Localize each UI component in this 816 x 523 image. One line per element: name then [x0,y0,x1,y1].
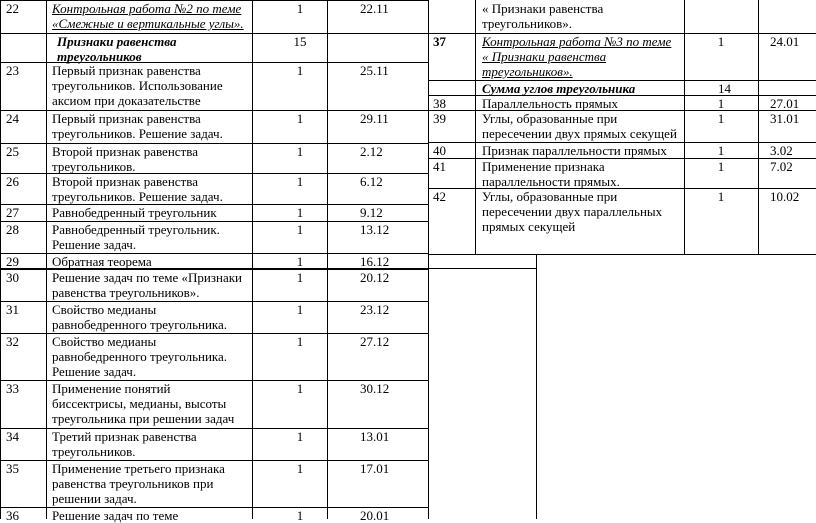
topic-text: Решение задач. [52,237,137,252]
topic-text: « Признаки равенства [482,49,607,64]
hours-cell: 1 [296,205,304,220]
topic-text: Сумма углов треугольника [482,81,636,96]
topic-text: Применение понятий [52,381,171,396]
topic-text: «Смежные и вертикальные углы». [52,16,244,31]
hours-cell: 1 [717,189,725,204]
topic-text: Второй признак равенства [52,144,198,159]
date-cell: 23.12 [360,302,390,317]
topic-text: Третий признак равенства [52,429,197,444]
topic-text: Признаки равенства [57,34,177,49]
hours-cell: 1 [717,159,725,174]
topic-text: прямых секущей [482,219,576,234]
date-cell: 24.01 [770,34,800,49]
topic-text: Решение задач. [52,364,137,379]
topic-text: треугольников. [52,444,136,459]
hours-cell: 15 [293,34,307,49]
date-cell: 7.02 [770,159,793,174]
grid-line [0,0,1,519]
row-number: 39 [433,111,446,126]
row-number: 28 [6,222,19,237]
topic-text: Признак параллельности прямых [482,143,667,158]
grid-line [536,254,537,519]
row-number: 38 [433,96,446,111]
date-cell: 29.11 [360,111,389,126]
date-cell: 20.01 [360,508,390,523]
row-number: 42 [433,189,446,204]
topic-text: Параллельность прямых [482,96,619,111]
topic-text: решении задач. [52,491,137,506]
grid-line [46,0,47,519]
row-number: 25 [6,144,19,159]
topic-text: пересечении двух параллельных [482,204,663,219]
grid-line [758,0,759,254]
date-cell: 16.12 [360,254,390,269]
date-cell: 31.01 [770,111,800,126]
row-number: 26 [6,174,19,189]
row-number: 29 [6,254,19,269]
hours-cell: 1 [296,429,304,444]
row-number: 24 [6,111,19,126]
row-number: 37 [433,34,446,49]
row-number: 31 [6,302,19,317]
date-cell: 25.11 [360,63,389,78]
hours-cell: 1 [717,96,725,111]
hours-cell: 1 [296,1,304,16]
topic-text: равнобедренного треугольника. [52,349,228,364]
topic-text: Обратная теорема [52,254,152,269]
date-cell: 2.12 [360,144,383,159]
date-cell: 17.01 [360,461,390,476]
hours-cell: 1 [717,34,725,49]
row-number: 40 [433,143,446,158]
date-cell: 9.12 [360,205,383,220]
row-number: 22 [6,1,19,16]
topic-text: Применение признака [482,159,605,174]
topic-text: Свойство медианы [52,334,157,349]
topic-text: Свойство медианы [52,302,157,317]
topic-text: биссектрисы, медианы, высоты [52,396,227,411]
hours-cell: 1 [296,222,304,237]
topic-text: Равнобедренный треугольник [52,205,217,220]
grid-line [475,0,476,254]
row-number: 27 [6,205,19,220]
topic-text: треугольников. Решение задач. [52,189,223,204]
grid-line [428,254,816,255]
row-number: 36 [6,508,19,523]
row-number: 33 [6,381,19,396]
topic-text: треугольников. Решение задач. [52,126,223,141]
date-cell: 6.12 [360,174,383,189]
hours-cell: 1 [296,63,304,78]
topic-text: треугольников. Использование [52,78,223,93]
topic-text: Углы, образованные при [482,111,618,126]
row-number: 41 [433,159,446,174]
date-cell: 20.12 [360,270,390,285]
topic-text: Равнобедренный треугольник. [52,222,220,237]
row-number: 23 [6,63,19,78]
date-cell: 22.11 [360,1,389,16]
topic-text: равенства треугольников при [52,476,214,491]
hours-cell: 1 [296,461,304,476]
topic-text: треугольников [57,49,142,64]
hours-cell: 1 [717,111,725,126]
row-number: 35 [6,461,19,476]
hours-cell: 14 [718,81,731,96]
date-cell: 3.02 [770,143,793,158]
date-cell: 30.12 [360,381,390,396]
topic-text: « Признаки равенства [482,1,604,16]
topic-text: треугольников». [482,16,572,31]
topic-text: пересечении двух прямых секущей [482,126,677,141]
hours-cell: 1 [296,302,304,317]
row-number: 32 [6,334,19,349]
row-number: 34 [6,429,19,444]
date-cell: 27.01 [770,96,800,111]
topic-text: треугольника при решении задач [52,411,235,426]
date-cell: 13.01 [360,429,390,444]
topic-text: равенства треугольников». [52,285,200,300]
topic-text: Второй признак равенства [52,174,198,189]
topic-text: Первый признак равенства [52,63,201,78]
hours-cell: 1 [296,270,304,285]
hours-cell: 1 [296,144,304,159]
grid-line [428,0,429,519]
topic-text: аксиом при доказательстве [52,93,201,108]
hours-cell: 1 [296,111,304,126]
hours-cell: 1 [296,508,304,523]
topic-text: равнобедренного треугольника. [52,317,228,332]
hours-cell: 1 [296,381,304,396]
date-cell: 10.02 [770,189,800,204]
topic-text: Углы, образованные при [482,189,618,204]
topic-text: треугольников. [52,159,136,174]
hours-cell: 1 [717,143,725,158]
date-cell: 27.12 [360,334,390,349]
topic-text: Применение третьего признака [52,461,225,476]
row-number: 30 [6,270,19,285]
topic-text: Первый признак равенства [52,111,201,126]
hours-cell: 1 [296,174,304,189]
date-cell: 13.12 [360,222,390,237]
topic-text: треугольников». [482,64,573,79]
topic-text: параллельности прямых. [482,174,620,189]
topic-text: Решение задач по теме «Признаки [52,270,242,285]
hours-cell: 1 [296,334,304,349]
topic-text: Контрольная работа №3 по теме [482,34,672,49]
topic-text: Решение задач по теме [52,508,179,523]
hours-cell: 1 [296,254,304,269]
topic-text: Контрольная работа №2 по теме [52,1,242,16]
